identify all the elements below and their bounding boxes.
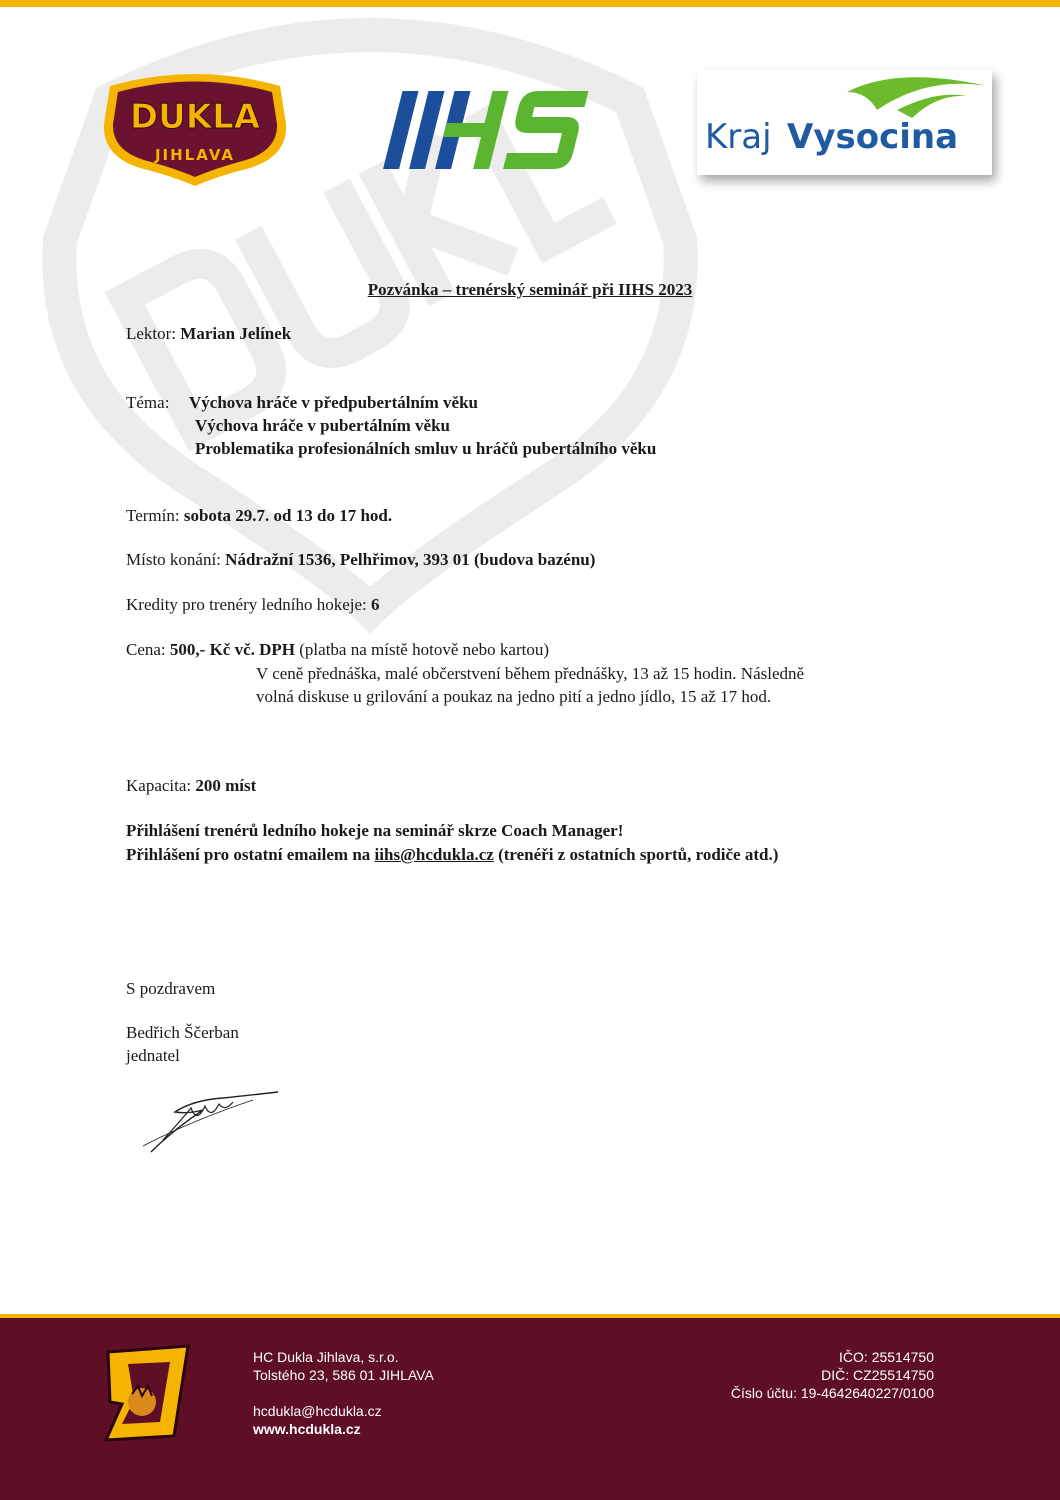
footer-company: HC Dukla Jihlava, s.r.o. bbox=[253, 1349, 399, 1365]
svg-text:Kraj: Kraj bbox=[705, 117, 772, 157]
cena-note: (platba na místě hotově nebo kartou) bbox=[299, 640, 549, 659]
footer bbox=[0, 1318, 1060, 1500]
registration-line-2 bbox=[126, 845, 778, 865]
cena-label: Cena: bbox=[126, 640, 166, 659]
kredity-line bbox=[126, 595, 380, 615]
kapacita-line bbox=[126, 776, 256, 796]
dukla-jihlava-logo bbox=[100, 68, 290, 186]
tema-label: Téma: bbox=[126, 393, 170, 412]
footer-ico: IČO: 25514750 bbox=[839, 1349, 934, 1365]
cena-line bbox=[126, 640, 549, 660]
page-title: Pozvánka – trenérský seminář při IIHS 2023 bbox=[367, 280, 693, 299]
closing-greeting: S pozdravem bbox=[126, 979, 216, 998]
closing-role: jednatel bbox=[126, 1046, 180, 1065]
kraj-vysocina-logo bbox=[697, 70, 992, 175]
footer-dic: DIČ: CZ25514750 bbox=[821, 1367, 934, 1383]
registration-line-1: Přihlášení trenérů ledního hokeje na seminář skrze Coach Manager! bbox=[126, 821, 624, 840]
termin-line bbox=[126, 506, 392, 526]
misto-label: Místo konání: bbox=[126, 550, 221, 569]
termin-label: Termín: bbox=[126, 506, 180, 525]
lektor-line bbox=[126, 324, 291, 344]
termin-value: sobota 29.7. od 13 do 17 hod. bbox=[183, 506, 393, 525]
closing-name: Bedřich Ščerban bbox=[126, 1023, 239, 1042]
svg-text:JIHLAVA: JIHLAVA bbox=[154, 146, 236, 164]
kredity-label: Kredity pro trenéry ledního hokeje: bbox=[126, 595, 367, 614]
misto-value: Nádražní 1536, Pelhřimov, 393 01 (budova bazénu) bbox=[225, 550, 596, 569]
kredity-value: 6 bbox=[371, 595, 380, 614]
cena-detail-2: volná diskuse u grilování a poukaz na jedno pití a jedno jídlo, 15 až 17 hod. bbox=[256, 687, 772, 706]
kapacita-value: 200 míst bbox=[195, 776, 257, 795]
handwritten-signature bbox=[133, 1080, 283, 1155]
footer-web-link[interactable]: www.hcdukla.cz bbox=[253, 1421, 361, 1437]
misto-line bbox=[126, 550, 595, 570]
top-accent-bar bbox=[0, 0, 1060, 7]
tema-item-3: Problematika profesionálních smluv u hráčů pubertálního věku bbox=[195, 439, 657, 458]
lektor-label: Lektor: bbox=[126, 324, 177, 343]
registration-suffix: (trenéři z ostatních sportů, rodiče atd.) bbox=[498, 845, 779, 864]
registration-prefix: Přihlášení pro ostatní emailem na bbox=[126, 845, 371, 864]
tema-item-1: Výchova hráče v předpubertálním věku bbox=[189, 393, 478, 412]
registration-email-link[interactable]: iihs@hcdukla.cz bbox=[374, 845, 494, 864]
dukla-d-emblem-icon bbox=[100, 1344, 196, 1444]
lektor-value: Marian Jelínek bbox=[180, 324, 292, 343]
footer-address: Tolstého 23, 586 01 JIHLAVA bbox=[253, 1367, 434, 1383]
cena-detail-1: V ceně přednáška, malé občerstvení během přednášky, 13 až 15 hodin. Následně bbox=[256, 664, 805, 683]
iihs-logo bbox=[380, 85, 620, 175]
svg-text:Vysocina: Vysocina bbox=[787, 117, 959, 157]
svg-text:DUKLA: DUKLA bbox=[129, 97, 261, 137]
footer-email[interactable]: hcdukla@hcdukla.cz bbox=[253, 1403, 382, 1419]
footer-account: Číslo účtu: 19-4642640227/0100 bbox=[730, 1385, 934, 1401]
tema-item-2: Výchova hráče v pubertálním věku bbox=[195, 416, 450, 435]
cena-value: 500,- Kč vč. DPH bbox=[169, 640, 296, 659]
kraj-swoosh-icon bbox=[697, 70, 992, 175]
kapacita-label: Kapacita: bbox=[126, 776, 192, 795]
